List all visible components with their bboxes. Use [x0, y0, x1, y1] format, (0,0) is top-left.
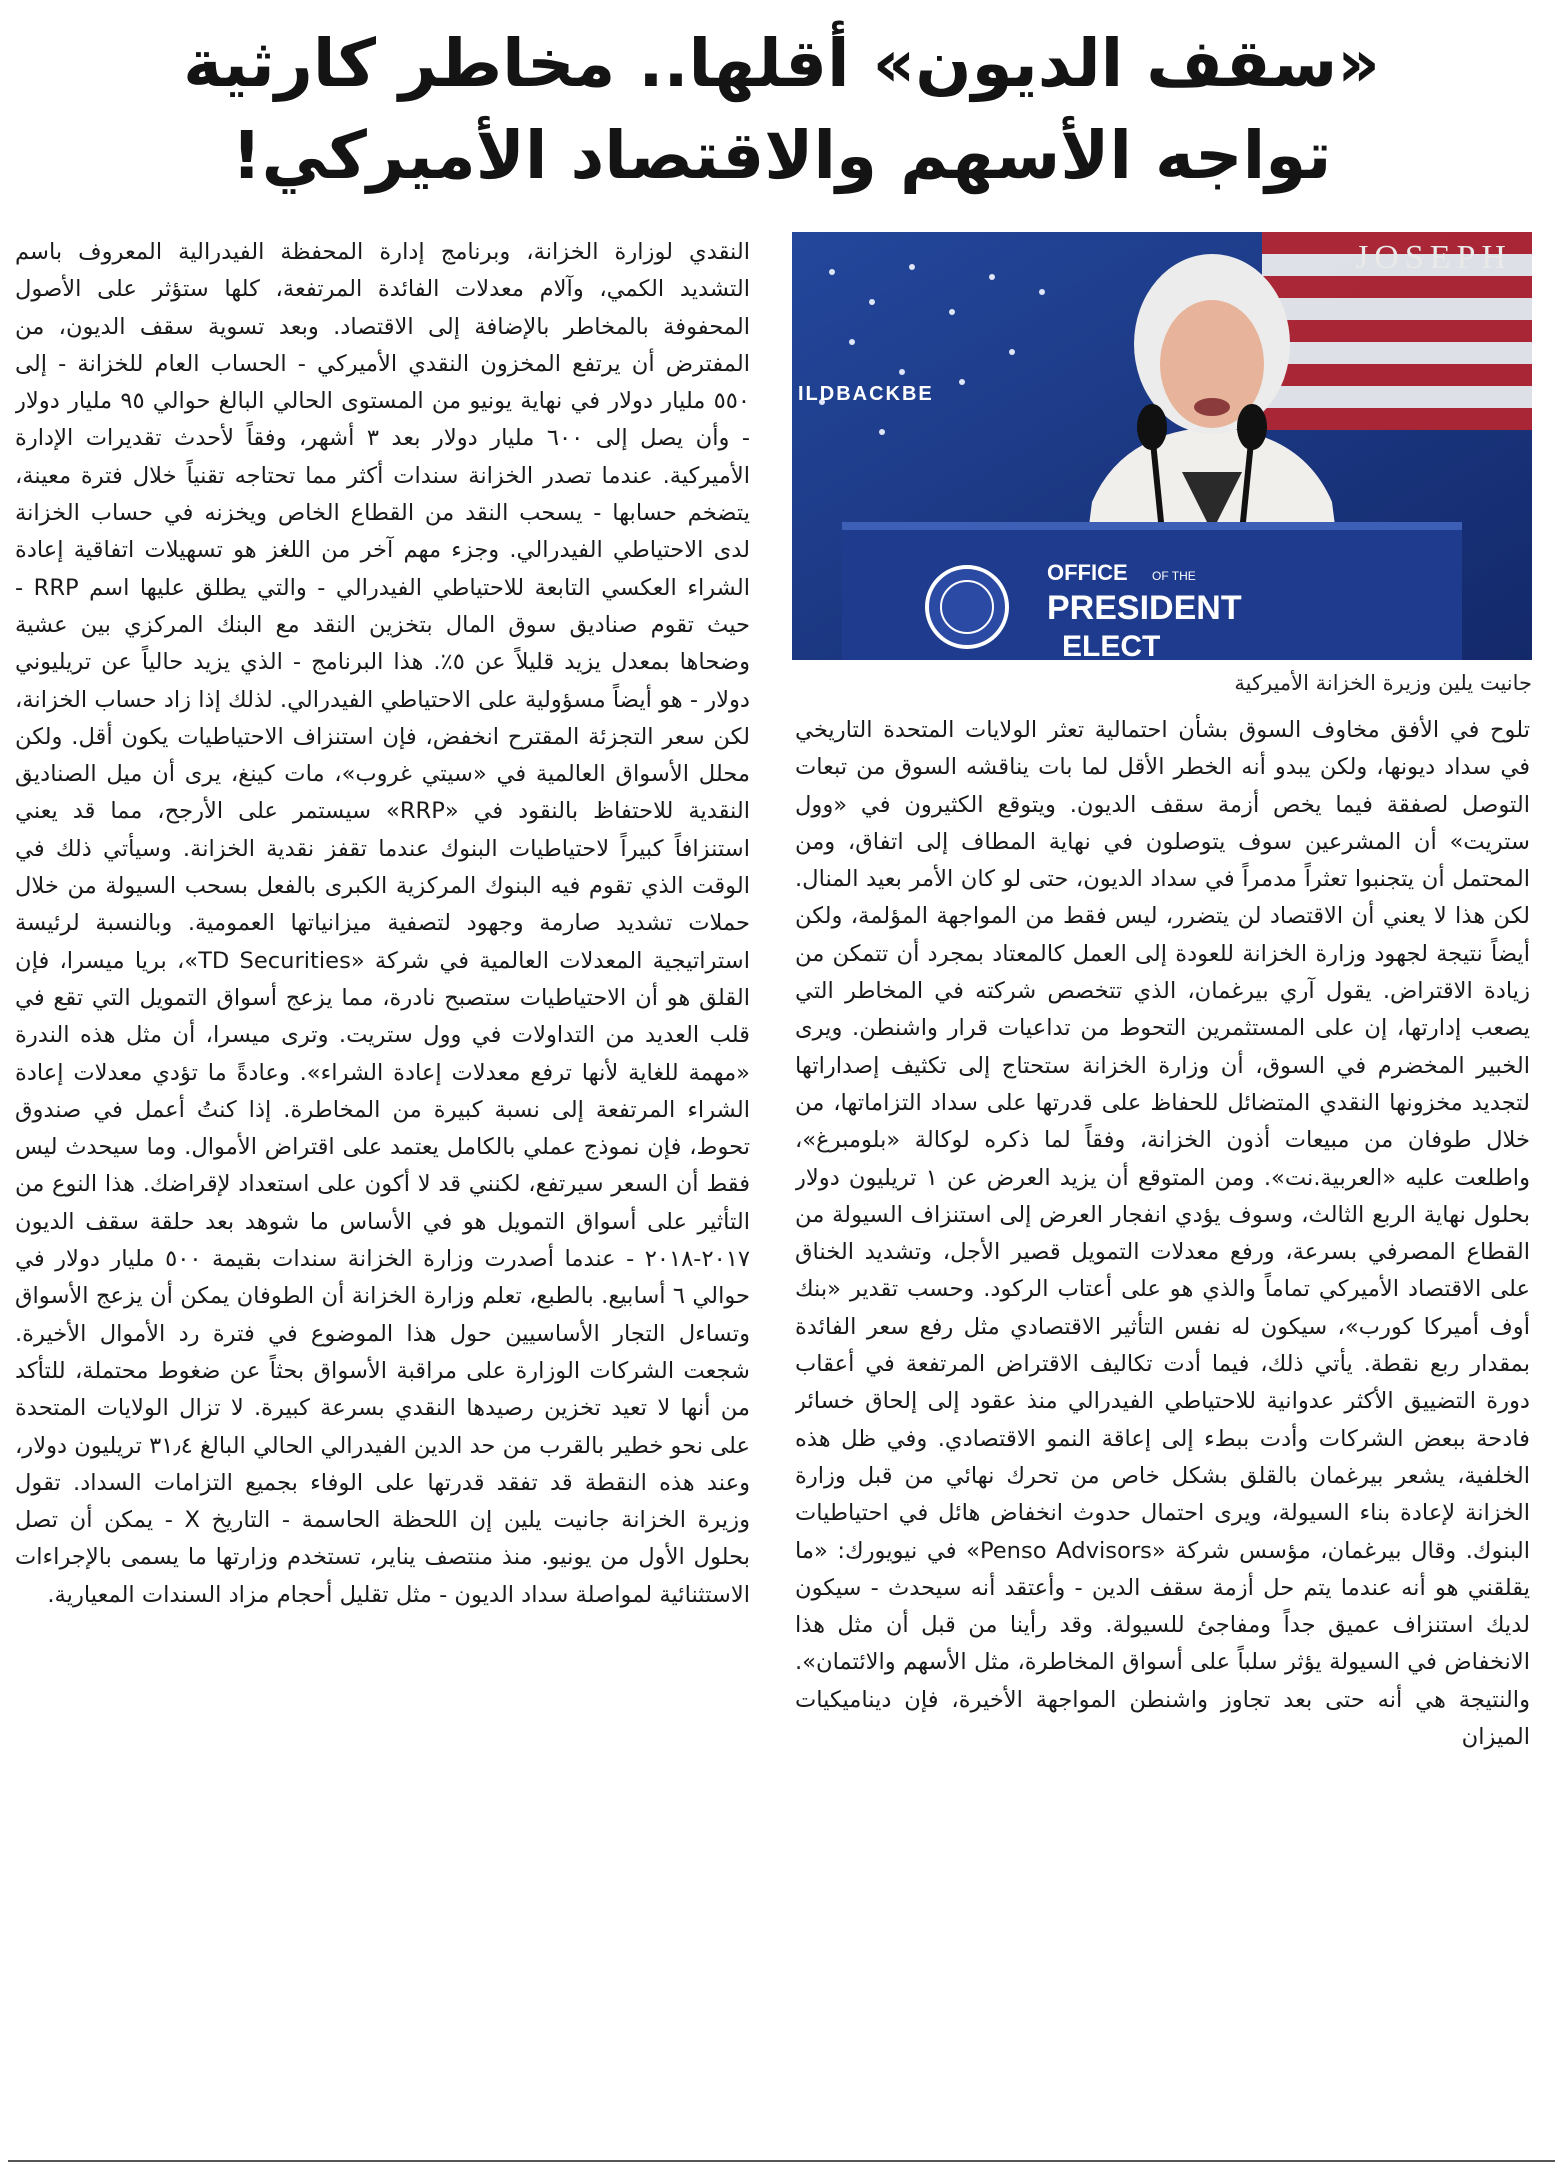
article-column-left: [15, 234, 750, 2144]
podium-line-3: ELECT: [1062, 630, 1161, 660]
banner-text: ILDBACKBE: [798, 383, 934, 405]
photo-illustration: [792, 232, 1532, 660]
article-photo: [792, 232, 1532, 660]
left-column-text: النقدي لوزارة الخزانة، وبرنامج إدارة المحفظة الفيدرالية المعروف باسم التشديد الكمي، وآلام معدلات الفائدة المرتفعة، كلها ستؤثر على الأصول المحفوفة بالمخاطر بالإضافة إلى الاقتصاد. وبعد تسوية سقف الديون، من المفترض أن يرتفع المخزون النقدي الأميركي - الحساب العام للخزانة - إلى ٥٥٠ مليار دولار في نهاية يونيو من المستوى الحالي البالغ حوالي ٩٥ مليار دولار - وأن يصل إلى ٦٠٠ مليار دولار بعد ٣ أشهر، وفقاً لأحدث تقديرات الإدارة الأميركية. عندما تصدر الخزانة سندات أكثر مما تحتاجه تقنياً خلال فترة معينة، يتضخم حسابها - يسحب النقد من القطاع الخاص ويخزنه في حساب الخزانة لدى الاحتياطي الفيدرالي. وجزء مهم آخر من اللغز هو تسهيلات اتفاقية إعادة الشراء العكسي التابعة للاحتياطي الفيدرالي - والتي يطلق عليها اسم RRP - حيث تقوم صناديق سوق المال بتخزين النقد مع البنك المركزي بين عشية وضحاها بمعدل يزيد قليلاً عن ٥٪. هذا البرنامج - الذي يزيد حالياً عن تريليوني دولار - هو أيضاً مسؤولية على الاحتياطي الفيدرالي. لذلك إذا زاد حساب الخزانة، لكن سعر التجزئة المقترح انخفض، فإن استنزاف الاحتياطيات يكون أقل. ولكن محلل الأسواق العالمية في «سيتي غروب»، مات كينغ، يرى أن ميل الصناديق النقدية للاحتفاظ بالنقود في «RRP» سيستمر على الأرجح، مما قد يعني استنزافاً كبيراً لاحتياطيات البنوك عندما تقفز نقدية الخزانة. وسيأتي ذلك في الوقت الذي تقوم فيه البنوك المركزية الكبرى بالفعل بسحب السيولة من خلال حملات تشديد صارمة وجهود لتصفية ميزانياتها العمومية. وبالنسبة لرئيسة استراتيجية المعدلات العالمية في شركة «TD Securities»، بريا ميسرا، فإن القلق هو أن الاحتياطيات ستصبح نادرة، مما يزعج أسواق التمويل التي تقع في قلب العديد من التداولات في وول ستريت. وترى ميسرا، أن مثل هذه الندرة «مهمة للغاية لأنها ترفع معدلات إعادة الشراء». وعادةً ما تؤدي معدلات إعادة الشراء المرتفعة إلى نسبة كبيرة من المخاطرة. إذا كنتُ أعمل في صندوق تحوط، فإن نموذج عملي بالكامل يعتمد على اقتراض الأموال. وما سيحدث ليس فقط أن السعر سيرتفع، لكنني قد لا أكون على استعداد لإقراضك. هذا النوع من التأثير على أسواق التمويل هو في الأساس ما شوهد بعد حلقة سقف الديون ٢٠١٧-٢٠١٨ - عندما أصدرت وزارة الخزانة سندات بقيمة ٥٠٠ مليار دولار في حوالي ٦ أسابيع. بالطبع، تعلم وزارة الخزانة أن الطوفان يمكن أن يزعج الأسواق وتساءل التجار الأساسيين حول هذا الموضوع في فترة رد الأموال الأخيرة. شجعت الشركات الوزارة على مراقبة الأسواق بحثاً عن ضغوط محتملة، للتأكد من أنها لا تعيد تخزين رصيدها النقدي بسرعة كبيرة. لا تزال الولايات المتحدة على نحو خطير بالقرب من حد الدين الفيدرالي الحالي البالغ ٣١٫٤ تريليون دولار، وعند هذه النقطة قد تفقد قدرتها على الوفاء بجميع التزامات السداد. تقول وزيرة الخزانة جانيت يلين إن اللحظة الحاسمة - التاريخ X - يمكن أن تصل بحلول الأول من يونيو. منذ منتصف يناير، تستخدم وزارتها ما يسمى بالإجراءات الاستثنائية لمواصلة سداد الديون - مثل تقليل أحجام مزاد السندات المعيارية.: [15, 239, 750, 1608]
photo-caption: جانيت يلين وزيرة الخزانة الأميركية: [1234, 671, 1532, 695]
podium: [842, 522, 1462, 660]
article-headline: [40, 18, 1523, 202]
bottom-rule: [8, 2160, 1555, 2162]
right-column-text: تلوح في الأفق مخاوف السوق بشأن احتمالية تعثر الولايات المتحدة التاريخي في سداد ديونها، ولكن يبدو أنه الخطر الأقل لما بات يناقشه السوق من تبعات التوصل لصفقة فيما يخص أزمة سقف الديون. ويتوقع الكثيرون في «وول ستريت» أن المشرعين سوف يتوصلون في نهاية المطاف إلى اتفاق، ومن المحتمل أن يتجنبوا تعثراً مدمراً في سداد الديون، حتى لو كان الأمر بعيد المنال. لكن هذا لا يعني أن الاقتصاد لن يتضرر، ليس فقط من المواجهة المؤلمة، ولكن أيضاً نتيجة لجهود وزارة الخزانة للعودة إلى العمل كالمعتاد بمجرد أن تتمكن من زيادة الاقتراض. يقول آري بيرغمان، الذي تتخصص شركته في المخاطر التي يصعب إدارتها، إن على المستثمرين التحوط من تداعيات قرار واشنطن. ويرى الخبير المخضرم في السوق، أن وزارة الخزانة ستحتاج إلى تكثيف إصداراتها لتجديد مخزونها النقدي المتضائل للحفاظ على قدرتها على سداد التزاماتها، من خلال طوفان من مبيعات أذون الخزانة، وفقاً لما ذكره لوكالة «بلومبرغ»، واطلعت عليه «العربية.نت». ومن المتوقع أن يزيد العرض عن ١ تريليون دولار بحلول نهاية الربع الثالث، وسوف يؤدي انفجار العرض إلى استنزاف السيولة من القطاع المصرفي بسرعة، ورفع معدلات التمويل قصير الأجل، وتشديد الخناق على الاقتصاد الأميركي تماماً والذي هو على أعتاب الركود. وحسب تقدير «بنك أوف أميركا كورب»، سيكون له نفس التأثير الاقتصادي مثل رفع سعر الفائدة بمقدار ربع نقطة. يأتي ذلك، فيما أدت تكاليف الاقتراض المرتفعة في أعقاب دورة التضييق الأكثر عدوانية للاحتياطي الفيدرالي منذ عقود إلى إلحاق خسائر فادحة ببعض الشركات وأدت ببطء إلى إعاقة النمو الاقتصادي. وفي ظل هذه الخلفية، يشعر بيرغمان بالقلق بشكل خاص من تحرك نهائي من قبل وزارة الخزانة لإعادة بناء السيولة، ويرى احتمال حدوث انخفاض هائل في احتياطيات البنوك. وقال بيرغمان، مؤسس شركة «Penso Advisors» في نيويورك: «ما يقلقني هو أنه عندما يتم حل أزمة سقف الدين - وأعتقد أنه سيحدث - سيكون لديك استنزاف عميق جداً ومفاجئ للسيولة. وقد رأينا من قبل أن مثل هذا الانخفاض في السيولة يؤثر سلباً على أسواق المخاطرة، مثل الأسهم والائتمان». والنتيجة هي أنه حتى بعد تجاوز واشنطن المواجهة الأخيرة، فإن ديناميكيات الميزان: [795, 717, 1530, 1751]
podium-line-1: OFFICE: [1047, 560, 1128, 585]
headline-line-1: «سقف الديون» أقلها.. مخاطر كارثية: [183, 25, 1380, 102]
podium-line-2: PRESIDENT: [1047, 589, 1242, 627]
backdrop-text: JOSEPH: [1355, 239, 1512, 276]
article-column-right: [795, 712, 1530, 2144]
headline-line-2: تواجه الأسهم والاقتصاد الأميركي!: [231, 117, 1332, 194]
podium-sub: OF THE: [1152, 569, 1196, 583]
